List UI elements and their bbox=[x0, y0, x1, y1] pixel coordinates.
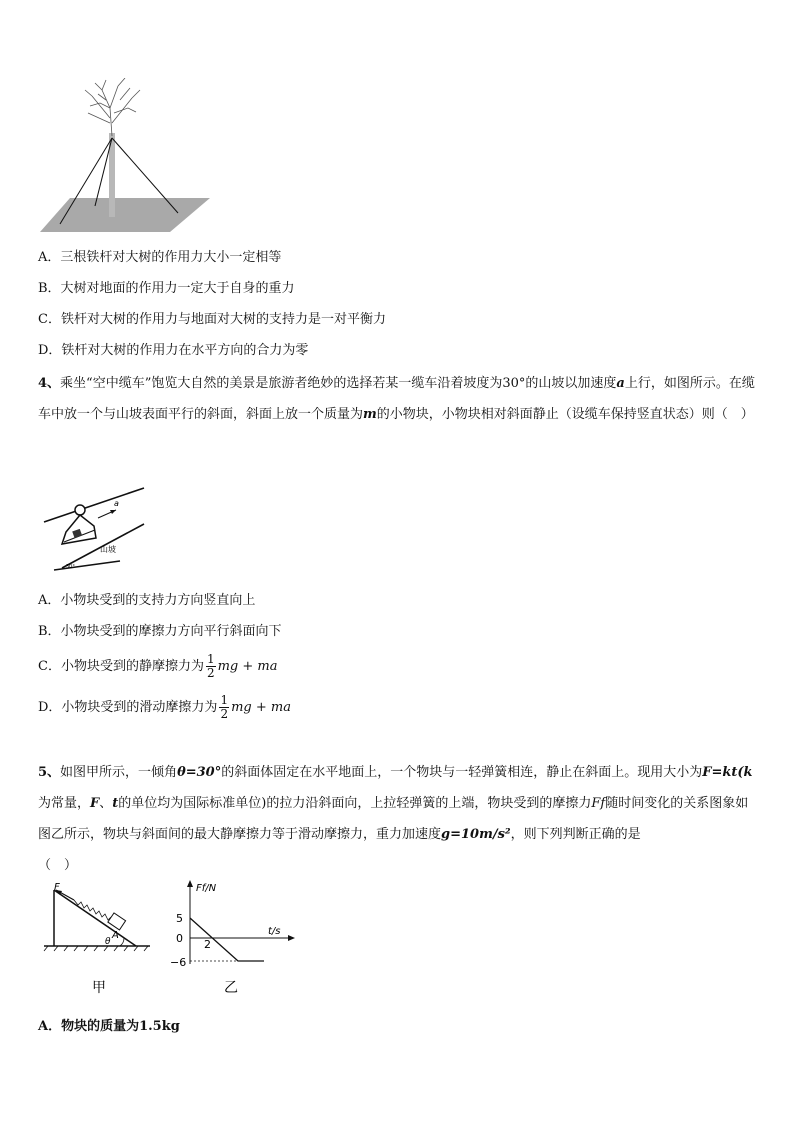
q4-var-a: a bbox=[616, 376, 625, 391]
q5-F: F bbox=[90, 796, 100, 811]
q4-option-d[interactable] bbox=[38, 693, 291, 723]
q5-stem-part6: 随时间变化的关系图象如图乙所示，物块与斜面间的最大静摩擦力等于滑动摩擦力，重力加速度 bbox=[38, 796, 749, 842]
fig-label-angle: 30° bbox=[66, 564, 75, 570]
jia-label-A: A bbox=[112, 930, 119, 941]
q5-Ff: Ff bbox=[591, 796, 606, 811]
q4-stem-part1: 乘坐“空中缆车”饱览大自然的美景是旅游者绝妙的选择若某一缆车沿着坡度为30°的山坡以加速度 bbox=[60, 376, 617, 391]
incline-spring-figure bbox=[40, 878, 155, 1000]
jia-label-theta: θ bbox=[105, 937, 111, 947]
q5-t: t bbox=[112, 796, 119, 811]
q5-stem-part5: 的单位均为国际标准单位)的拉力沿斜面向，上拉轻弹簧的上端，物块受到的摩擦力 bbox=[118, 796, 592, 811]
q5-number: 5、 bbox=[38, 765, 61, 780]
q3-option-b[interactable]: B．大树对地面的作用力一定大于自身的重力 bbox=[38, 281, 295, 296]
q4-number: 4、 bbox=[38, 376, 61, 391]
frac-num: 1 bbox=[206, 652, 215, 666]
q5-stem-part2: 的斜面体固定在水平地面上，一个物块与一轻弹簧相连，静止在斜面上。现用大小为 bbox=[221, 765, 703, 780]
q5-option-a[interactable]: A．物块的质量为1.5kg bbox=[38, 1019, 180, 1034]
q4-stem-part3: 的小物块，小物块相对斜面静止（设缆车保持竖直状态）则（ ） bbox=[376, 407, 754, 422]
jia-caption: 甲 bbox=[92, 980, 106, 996]
fig-label-slope: 山坡 bbox=[100, 545, 116, 554]
yi-xlabel: t/s bbox=[268, 926, 281, 937]
q5-stem bbox=[38, 757, 760, 881]
yi-tick-2: 2 bbox=[204, 938, 211, 951]
q5-stem-part4: 、 bbox=[99, 796, 113, 811]
q5-F-kt: F=kt(k bbox=[702, 765, 753, 780]
fraction-half bbox=[206, 653, 216, 680]
q5-paren: （ ） bbox=[38, 858, 78, 873]
q4-option-c-expr: mg + ma bbox=[217, 659, 278, 674]
q3-option-d[interactable]: D．铁杆对大树的作用力在水平方向的合力为零 bbox=[38, 343, 309, 358]
frac-den: 2 bbox=[220, 707, 229, 721]
frac-den: 2 bbox=[206, 666, 215, 680]
q4-stem bbox=[38, 368, 760, 430]
q4-option-b[interactable]: B．小物块受到的摩擦力方向平行斜面向下 bbox=[38, 624, 282, 639]
q5-g: g=10m/s² bbox=[441, 827, 511, 842]
q4-option-c-text: C．小物块受到的静摩擦力为 bbox=[38, 659, 204, 674]
friction-time-graph bbox=[168, 878, 298, 1000]
q4-option-d-expr: mg + ma bbox=[231, 700, 291, 715]
fig-label-a: a bbox=[114, 499, 119, 508]
q4-var-m: m bbox=[363, 407, 377, 422]
tree-support-figure bbox=[40, 78, 212, 234]
q4-option-a[interactable]: A．小物块受到的支持力方向竖直向上 bbox=[38, 593, 256, 608]
jia-label-F: F bbox=[54, 882, 60, 893]
yi-caption: 乙 bbox=[224, 980, 238, 996]
q3-option-c[interactable]: C．铁杆对大树的作用力与地面对大树的支持力是一对平衡力 bbox=[38, 312, 386, 327]
yi-tick-neg6: −6 bbox=[170, 956, 187, 969]
q4-stem-part2: 上行，如图所示。在缆车中放一个与山坡表面平行的斜面，斜面上放一个质量为 bbox=[38, 376, 755, 422]
q5-stem-part7: ，则下列判断正确的是 bbox=[510, 827, 641, 842]
q5-stem-part3: 为常量， bbox=[38, 796, 91, 811]
frac-num: 1 bbox=[220, 693, 229, 707]
yi-ylabel: Ff/N bbox=[196, 883, 217, 894]
q5-theta: θ=30° bbox=[177, 765, 222, 780]
cable-car-figure bbox=[40, 486, 150, 574]
q4-option-c[interactable] bbox=[38, 652, 277, 682]
yi-tick-0: 0 bbox=[176, 932, 183, 945]
q3-option-a[interactable]: A．三根铁杆对大树的作用力大小一定相等 bbox=[38, 250, 282, 265]
fraction-half bbox=[219, 694, 229, 721]
yi-tick-5: 5 bbox=[176, 912, 183, 925]
q4-option-d-text: D．小物块受到的滑动摩擦力为 bbox=[38, 700, 218, 715]
q5-stem-part1: 如图甲所示，一倾角 bbox=[60, 765, 178, 780]
